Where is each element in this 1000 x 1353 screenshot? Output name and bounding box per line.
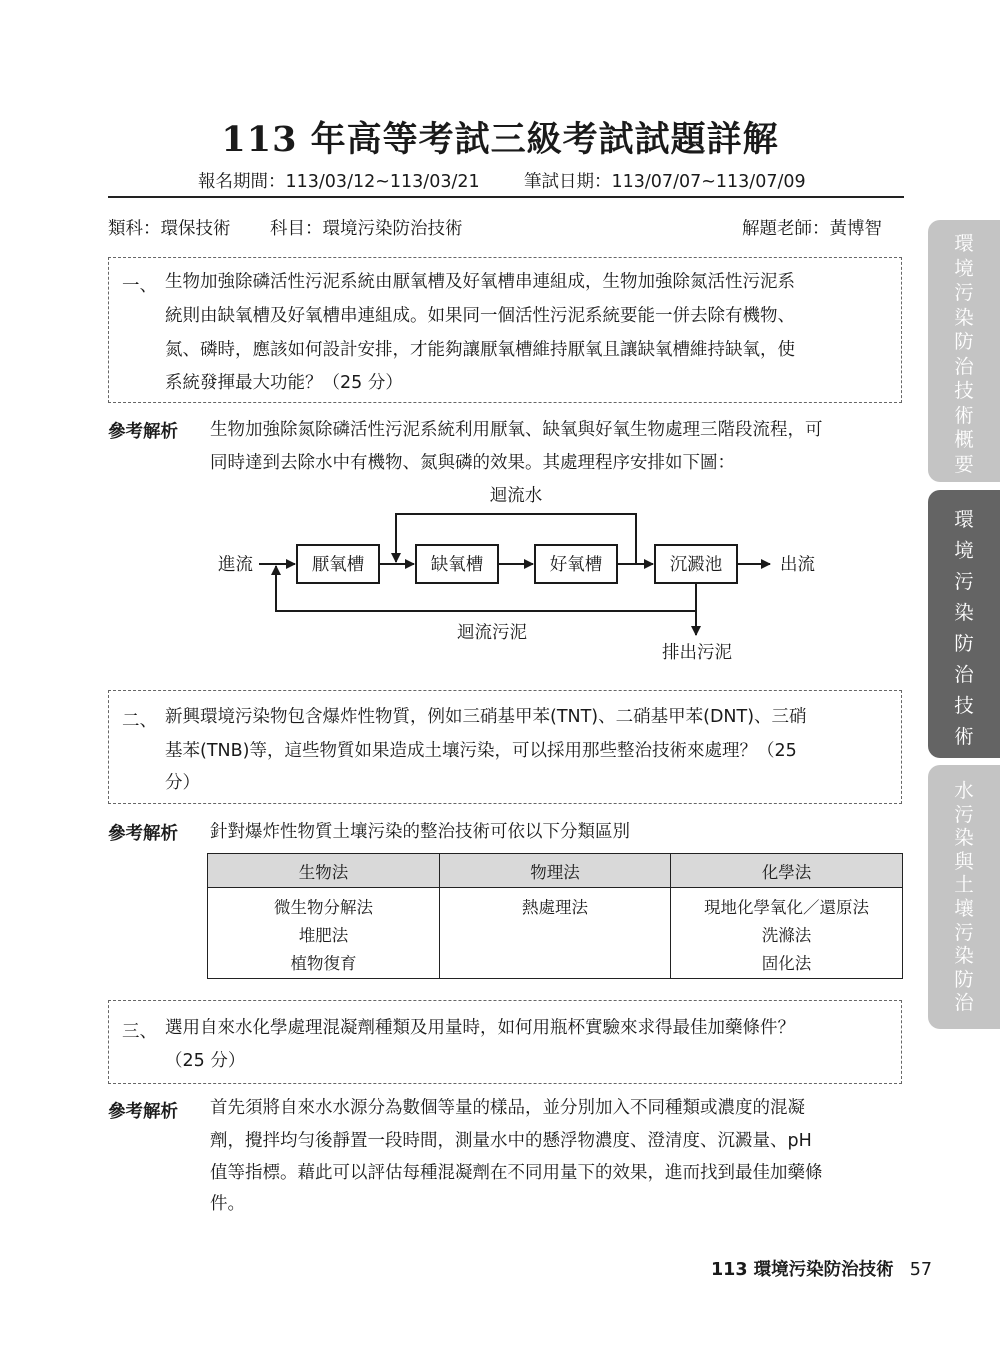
table-cell-item: 洗滌法 xyxy=(761,926,812,945)
question-line: 氮、磷時，應該如何設計安排，才能夠讓厭氧槽維持厭氧且讓缺氧槽維持缺氧，使 xyxy=(165,340,795,360)
footer-text: 113 環境污染防治技術 xyxy=(711,1260,894,1280)
question-line: 分） xyxy=(165,773,200,793)
question-line: 統則由缺氧槽及好氧槽串連組成。如果同一個活性污泥系統要能一併去除有機物、 xyxy=(165,306,795,326)
question-line: 選用自來水化學處理混凝劑種類及用量時，如何用瓶杯實驗來求得最佳加藥條件？ xyxy=(165,1018,795,1038)
page-title: 113 年高等考試三級考試試題詳解 xyxy=(221,119,779,160)
tank-anoxic-label: 缺氧槽 xyxy=(430,555,484,575)
answer-line: 生物加強除氮除磷活性污泥系統利用厭氧、缺氧與好氧生物處理三階段流程，可 xyxy=(210,420,823,440)
answer-label: 參考解析 xyxy=(108,422,178,442)
answer-line: 值等指標。藉此可以評估每種混凝劑在不同用量下的效果，進而找到最佳加藥條 xyxy=(210,1163,823,1183)
answer-line: 針對爆炸性物質土壤污染的整治技術可依以下分類區別 xyxy=(210,822,630,842)
side-tab-overview-label xyxy=(928,220,1000,477)
table-row xyxy=(208,888,903,979)
question-number: 二、 xyxy=(122,711,157,731)
recycle-water-label: 迴流水 xyxy=(489,486,543,506)
question-line: （25 分） xyxy=(165,1051,246,1071)
teacher: 解題老師：黃博智 xyxy=(742,219,882,239)
table-cell-item: 植物復育 xyxy=(290,954,357,973)
side-tab-overview xyxy=(928,220,1000,482)
registration-period: 報名期間：113/03/12~113/03/21 xyxy=(198,172,480,192)
question-line: 生物加強除磷活性污泥系統由厭氧槽及好氧槽串連組成，生物加強除氮活性污泥系 xyxy=(165,272,795,292)
table-header-row xyxy=(208,854,903,888)
question-number: 三、 xyxy=(122,1022,157,1042)
table-cell-item: 熱處理法 xyxy=(522,898,588,917)
table-header-physical: 物理法 xyxy=(440,854,671,888)
subject: 科目：環境污染防治技術 xyxy=(270,219,463,239)
tank-anaerobic-label: 厭氧槽 xyxy=(311,555,365,575)
question-line: 系統發揮最大功能？（25 分） xyxy=(165,373,403,393)
answer-label: 參考解析 xyxy=(108,1102,178,1122)
answer-line: 件。 xyxy=(210,1194,245,1214)
outflow-label: 出流 xyxy=(780,555,815,575)
table-cell-item: 微生物分解法 xyxy=(274,898,373,917)
side-tab-water-soil xyxy=(928,765,1000,1029)
header-rule xyxy=(108,196,904,198)
answer-line: 同時達到去除水中有機物、氮與磷的效果。其處理程序安排如下圖： xyxy=(210,453,735,473)
recycle-sludge-label: 迴流污泥 xyxy=(457,623,527,643)
page-number: 57 xyxy=(909,1260,932,1280)
answer-label: 參考解析 xyxy=(108,824,178,844)
table-cell-item: 固化法 xyxy=(761,954,812,973)
answer-line: 首先須將自來水水源分為數個等量的樣品，並分別加入不同種類或濃度的混凝 xyxy=(210,1098,805,1118)
question-line: 基苯(TNB)等，這些物質如果造成土壤污染，可以採用那些整治技術來處理？（25 xyxy=(165,741,797,761)
table-header-biological: 生物法 xyxy=(208,854,440,888)
answer-line: 劑，攪拌均勻後靜置一段時間，測量水中的懸浮物濃度、澄清度、沉澱量、pH xyxy=(210,1131,812,1151)
side-tab-water-soil-label xyxy=(928,765,1000,1015)
remediation-methods-table xyxy=(207,853,903,979)
table-cell-physical xyxy=(440,888,671,979)
side-tab-label-text: 水污染與土壤污染防治 xyxy=(954,779,974,1015)
table-cell-chemical xyxy=(671,888,903,979)
question-line: 新興環境污染物包含爆炸性物質，例如三硝基甲苯(TNT)、二硝基甲苯(DNT)、三硝 xyxy=(165,707,807,727)
waste-sludge-label: 排出污泥 xyxy=(662,643,732,663)
exam-date: 筆試日期：113/07/07~113/07/09 xyxy=(524,172,806,192)
category: 類科：環保技術 xyxy=(108,219,231,239)
table-cell-item: 堆肥法 xyxy=(298,926,349,945)
clarifier-label: 沉澱池 xyxy=(669,555,723,575)
side-tab-label-text: 環境污染防治技術概要 xyxy=(954,232,974,476)
table-cell-biological xyxy=(208,888,440,979)
tank-aerobic-label: 好氧槽 xyxy=(549,555,603,575)
inflow-label: 進流 xyxy=(218,555,253,575)
side-tab-label-text: 環境污染防治技術 xyxy=(954,508,974,748)
page-footer xyxy=(711,1256,932,1281)
question-number: 一、 xyxy=(122,276,157,296)
table-header-chemical: 化學法 xyxy=(671,854,903,888)
process-flow-diagram xyxy=(0,480,1000,670)
table-cell-item: 現地化學氧化／還原法 xyxy=(704,898,869,917)
